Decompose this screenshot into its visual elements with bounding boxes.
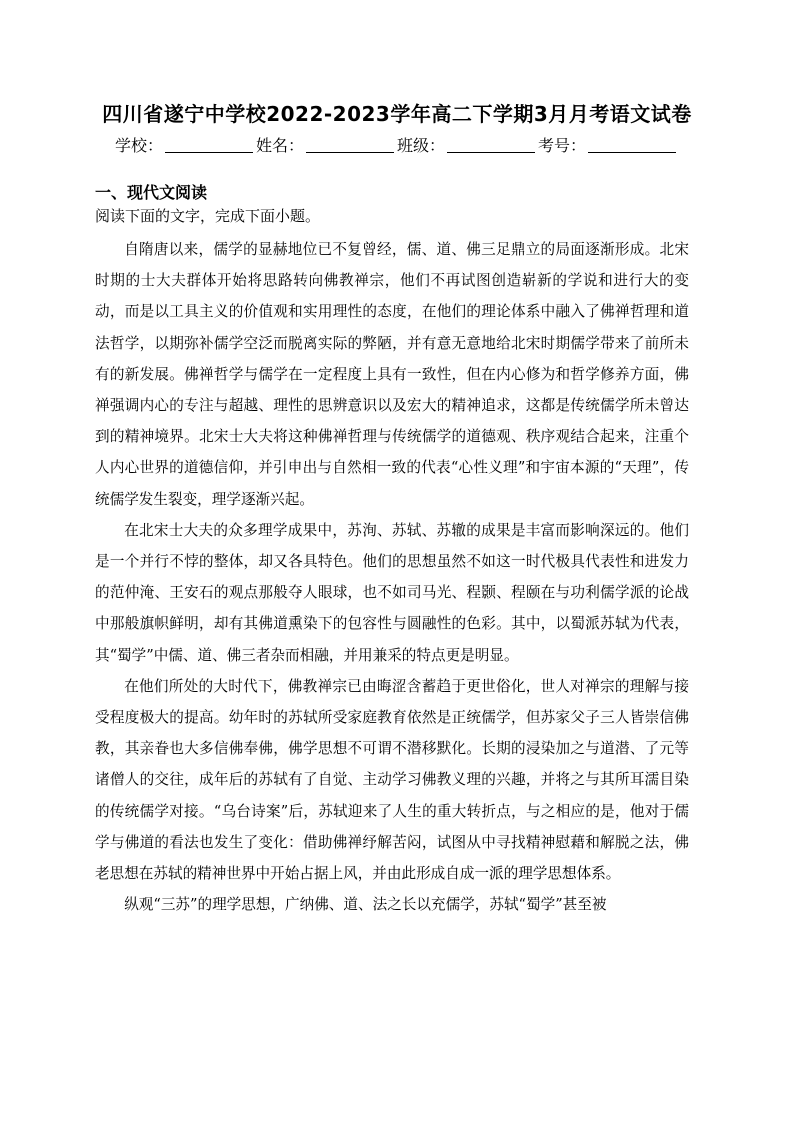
name-label: 姓名： [255, 136, 304, 155]
reading-instruction: 阅读下面的文字，完成下面小题。 [95, 207, 321, 225]
class-blank[interactable] [447, 136, 535, 153]
page-title: 四川省遂宁中学校2022-2023学年高二下学期3月月考语文试卷 [102, 102, 692, 126]
passage-paragraph-1: 自隋唐以来，儒学的显赫地位已不复曾经，儒、道、佛三足鼎立的局面逐渐形成。北宋时期的士大夫群体开始将思路转向佛教禅宗，他们不再试图创造崭新的学说和进行大的变动，而是以工具主义的价值观和实用理性的态度，在他们的理论体系中融入了佛禅哲理和道法哲学，以期弥补儒学空泛而脱离实际的弊陋，并有意无意地给北宋时期儒学带来了前所未有的新发展。佛禅哲学与儒学在一定程度上具有一致性，但在内心修为和哲学修养方面，佛禅强调内心的专注与超越、理性的思辨意识以及宏大的精神追求，这都是传统儒学所未曾达到的精神境界。北宋士大夫将这种佛禅哲理与传统儒学的道德观、秩序观结合起来，注重个人内心世界的道德信仰，并引申出与自然相一致的代表“心性义理”和宇宙本源的“天理”，传统儒学发生裂变，理学逐渐兴起。 [95, 241, 689, 508]
student-info-line [0, 134, 794, 158]
passage-paragraph-4: 纵观“三苏”的理学思想，广纳佛、道、法之长以充儒学，苏轼“蜀学”甚至被 [124, 896, 607, 914]
reading-passage [95, 234, 689, 920]
school-label: 学校： [114, 136, 163, 155]
passage-paragraph-2: 在北宋士大夫的众多理学成果中，苏洵、苏轼、苏辙的成果是丰富而影响深远的。他们是一个并行不悖的整体，却又各具特色。他们的思想虽然不如这一时代极具代表性和进发力的范仲淹、王安石的观点那般夺人眼球，也不如司马光、程颢、程颐在与功利儒学派的论战中那般旗帜鲜明，却有其佛道熏染下的包容性与圆融性的色彩。其中，以蜀派苏轼为代表，其“蜀学”中儒、道、佛三者杂而相融，并用兼采的特点更是明显。 [95, 521, 689, 664]
school-blank[interactable] [165, 136, 253, 153]
exam-no-label: 考号： [538, 136, 587, 155]
passage-paragraph-3: 在他们所处的大时代下，佛教禅宗已由晦涩含蓄趋于更世俗化，世人对禅宗的理解与接受程度极大的提高。幼年时的苏轼所受家庭教育依然是正统儒学，但苏家父子三人皆崇信佛教，其亲眷也大多信佛奉佛，佛学思想不可谓不潜移默化。长期的浸染加之与道潜、了元等诸僧人的交往，成年后的苏轼有了自觉、主动学习佛教义理的兴趣，并将之与其所耳濡目染的传统儒学对接。“乌台诗案”后，苏轼迎来了人生的重大转折点，与之相应的是，他对于儒学与佛道的看法也发生了变化：借助佛禅纾解苦闷，试图从中寻找精神慰藉和解脱之法，佛老思想在苏轼的精神世界中开始占据上风，并由此形成自成一派的理学思想体系。 [95, 677, 689, 883]
section-heading: 一、现代文阅读 [95, 183, 208, 202]
class-label: 班级： [397, 136, 446, 155]
name-blank[interactable] [306, 136, 394, 153]
exam-no-blank[interactable] [588, 136, 676, 153]
